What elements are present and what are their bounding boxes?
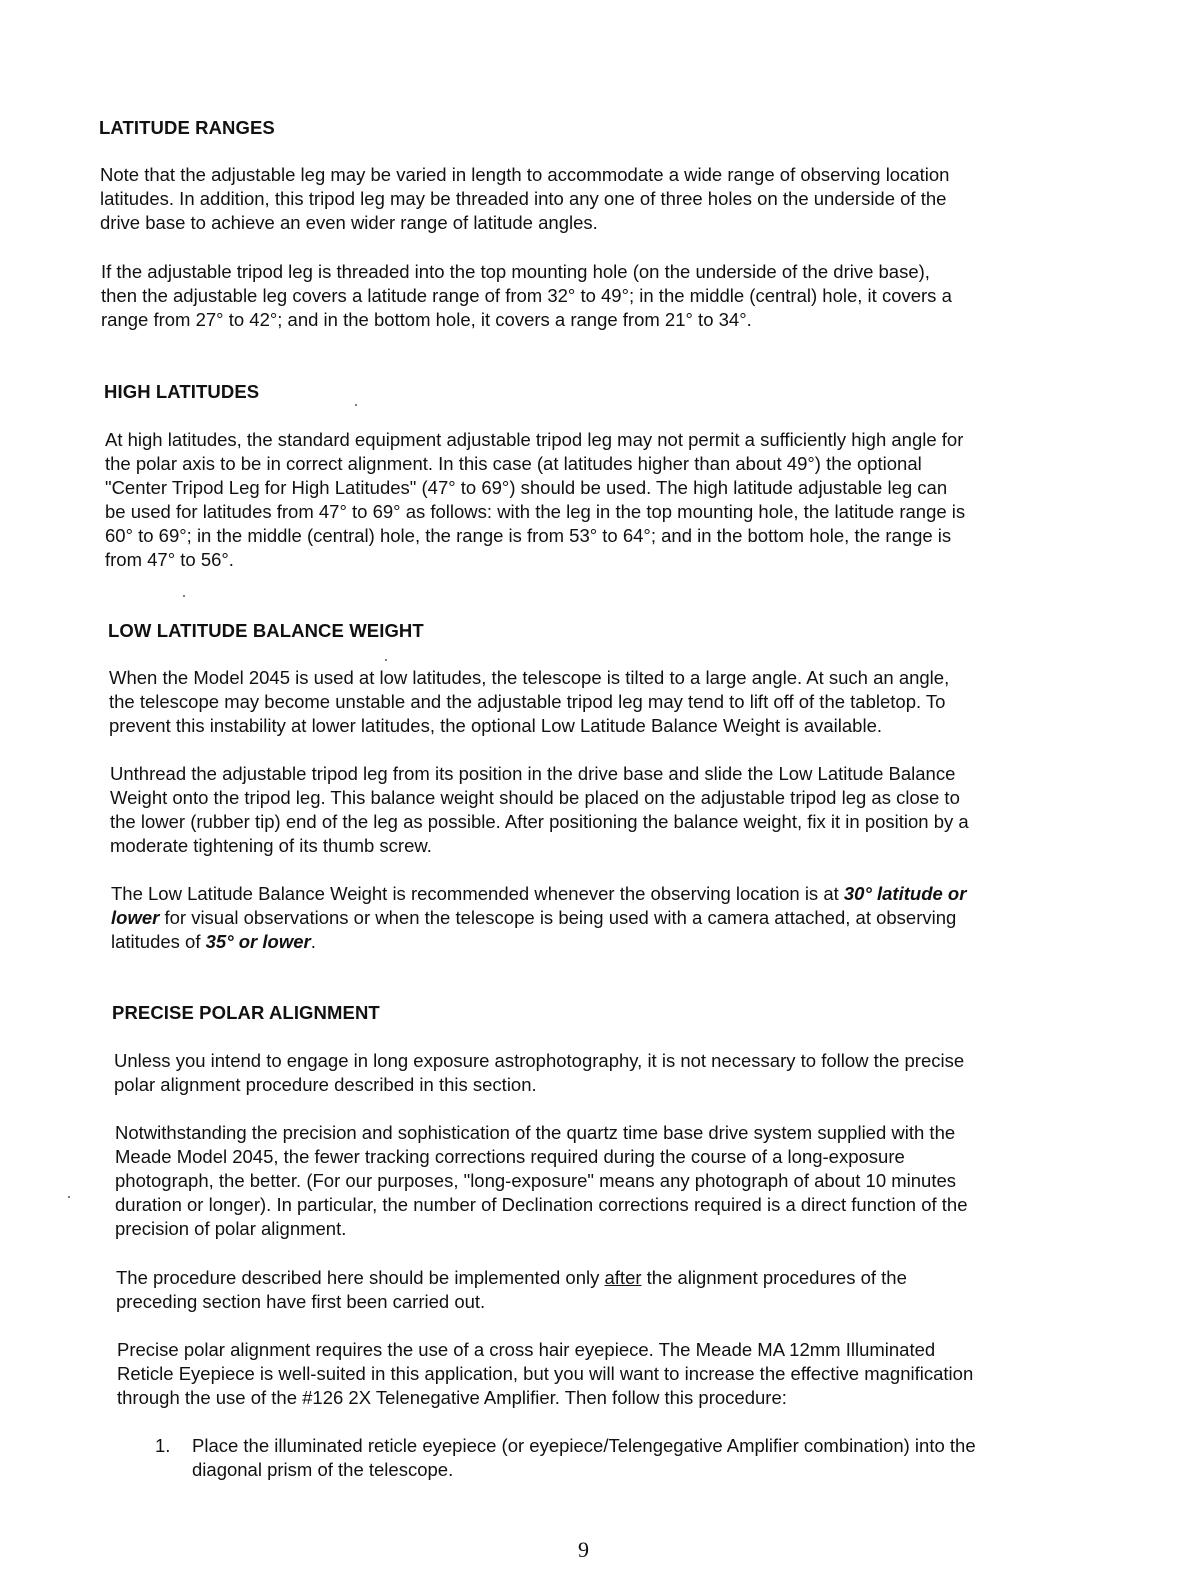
text-line: Precise polar alignment requires the use of a cross hair eyepiece. The Meade MA 12mm Illuminated [117,1339,936,1360]
heading-low-latitude-balance-weight: LOW LATITUDE BALANCE WEIGHT [108,620,424,641]
text-run: The Low Latitude Balance Weight is recommended whenever the observing location is at [111,883,844,904]
list-item-number: 1. [155,1435,171,1456]
scan-speck [68,1196,70,1198]
paragraph-high-latitudes-1 [105,428,1050,572]
heading-high-latitudes: HIGH LATITUDES [104,381,260,402]
text-line: Reticle Eyepiece is well-suited in this application, but you will want to increase the effective magnification [117,1363,974,1384]
emphasis-text: lower [111,907,160,928]
text-line: Unthread the adjustable tripod leg from its position in the drive base and slide the Low Latitude Balance [110,763,956,784]
text-line: "Center Tripod Leg for High Latitudes" (47° to 69°) should be used. The high latitude adjustable leg can [105,477,948,498]
text-line: duration or longer). In particular, the number of Declination corrections required is a direct function of the [115,1194,968,1215]
text-line: preceding section have first been carried out. [116,1291,486,1312]
text-line: Notwithstanding the precision and sophistication of the quartz time base drive system supplied with the [115,1122,956,1143]
emphasis-text: 35° or lower [205,931,311,952]
paragraph-low-latitude-2 [110,762,1055,858]
paragraph-precise-polar-1 [114,1049,1059,1097]
scan-speck [183,595,185,597]
text-line: the polar axis to be in correct alignment. In this case (at latitudes higher than about 49°) the optional [105,453,922,474]
scan-speck [355,404,357,406]
text-line: Place the illuminated reticle eyepiece (or eyepiece/Telengegative Amplifier combination) into the [192,1435,976,1456]
paragraph-low-latitude-1 [109,666,1054,738]
text-line: Unless you intend to engage in long exposure astrophotography, it is not necessary to follow the precise [114,1050,965,1071]
text-line: the lower (rubber tip) end of the leg as possible. After positioning the balance weight, fix it in position by a [110,811,969,832]
text-line [111,930,1056,954]
text-line: prevent this instability at lower latitudes, the optional Low Latitude Balance Weight is available. [109,715,882,736]
text-line [116,1266,1061,1290]
paragraph-latitude-ranges-1 [100,163,1045,235]
text-line [111,906,1056,930]
text-line: range from 27° to 42°; and in the bottom hole, it covers a range from 21° to 34°. [101,309,752,330]
paragraph-latitude-ranges-2 [101,260,1046,332]
text-run: for visual observations or when the telescope is being used with a camera attached, at observing [159,907,957,928]
paragraph-precise-polar-3 [116,1266,1061,1314]
text-line: precision of polar alignment. [115,1218,347,1239]
text-line: diagonal prism of the telescope. [192,1459,454,1480]
text-line: polar alignment procedure described in this section. [114,1074,537,1095]
text-line: 60° to 69°; in the middle (central) hole, the range is from 53° to 64°; and in the bottom hole, the range is [105,525,952,546]
list-item [155,1434,1055,1484]
text-line: from 47° to 56°. [105,549,234,570]
heading-latitude-ranges: LATITUDE RANGES [99,117,275,138]
text-run: the alignment procedures of the [641,1267,907,1288]
paragraph-precise-polar-2 [115,1121,1060,1241]
text-run: . [310,931,316,952]
text-line: photograph, the better. (For our purposes, "long-exposure" means any photograph of about 10 minutes [115,1170,957,1191]
text-line: Meade Model 2045, the fewer tracking corrections required during the course of a long-exposure [115,1146,905,1167]
text-line: Weight onto the tripod leg. This balance weight should be placed on the adjustable tripod leg as close to [110,787,960,808]
text-line: then the adjustable leg covers a latitude range of from 32° to 49°; in the middle (central) hole, it covers a [101,285,952,306]
text-line: drive base to achieve an even wider range of latitude angles. [100,212,598,233]
text-line: the telescope may become unstable and the adjustable tripod leg may tend to lift off of the tabletop. To [109,691,946,712]
text-line: be used for latitudes from 47° to 69° as follows: with the leg in the top mounting hole, the latitude range is [105,501,966,522]
text-line: At high latitudes, the standard equipment adjustable tripod leg may not permit a sufficiently high angle for [105,429,964,450]
underlined-text: after [604,1267,642,1288]
heading-precise-polar-alignment: PRECISE POLAR ALIGNMENT [112,1002,380,1023]
list-item-text [192,1434,976,1482]
text-line [111,882,1056,906]
text-run: The procedure described here should be implemented only [116,1267,605,1288]
emphasis-text: 30° latitude or [843,883,967,904]
page-number: 9 [578,1537,589,1562]
scan-speck [385,659,387,661]
text-line: moderate tightening of its thumb screw. [110,835,432,856]
text-line: If the adjustable tripod leg is threaded into the top mounting hole (on the underside of the drive base), [101,261,930,282]
text-line: through the use of the #126 2X Telenegative Amplifier. Then follow this procedure: [117,1387,787,1408]
paragraph-precise-polar-4 [117,1338,1062,1410]
text-line: Note that the adjustable leg may be varied in length to accommodate a wide range of observing location [100,164,950,185]
paragraph-low-latitude-3 [111,882,1056,954]
text-line: When the Model 2045 is used at low latitudes, the telescope is tilted to a large angle. At such an angle, [109,667,950,688]
text-run: latitudes of [111,931,206,952]
text-line: latitudes. In addition, this tripod leg may be threaded into any one of three holes on the underside of the [100,188,947,209]
